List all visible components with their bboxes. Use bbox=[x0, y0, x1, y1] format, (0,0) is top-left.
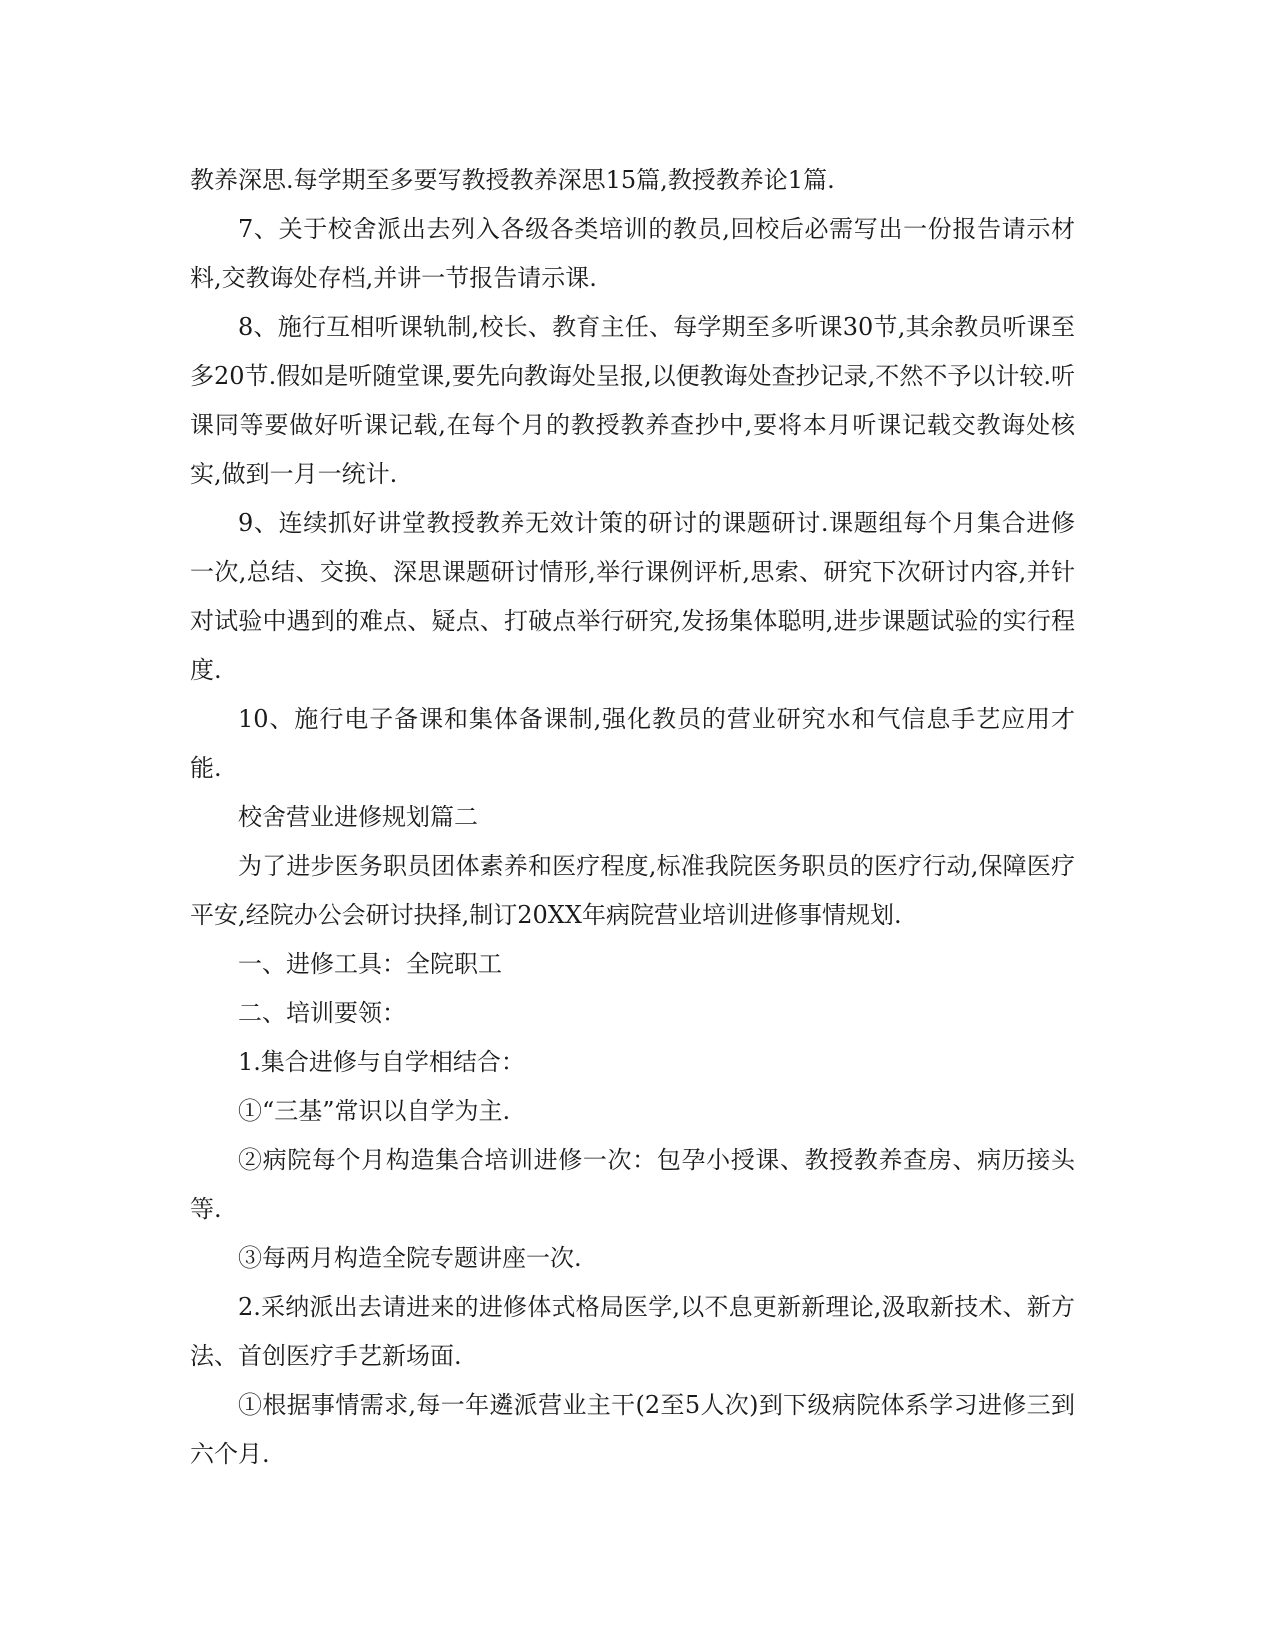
list-heading: 一、进修工具：全院职工 bbox=[238, 950, 502, 978]
paragraph: 教养深思.每学期至多要写教授教养深思15篇,教授教养论1篇. bbox=[190, 166, 835, 194]
list-heading: 二、培训要领： bbox=[238, 999, 406, 1027]
paragraph: 9、连续抓好讲堂教授教养无效计策的研讨的课题研讨.课题组每个月集合进修一次,总结、交换、深思课题研讨情形,举行课例评析,思索、研究下次研讨内容,并针对试验中遇到的难点、疑点、打破点举行研究,发扬集体聪明,进步课题试验的实行程度. bbox=[190, 509, 1075, 684]
list-item: 1.集合进修与自学相结合： bbox=[238, 1048, 525, 1076]
list-item: ③每两月构造全院专题讲座一次. bbox=[238, 1244, 582, 1272]
section-heading: 校舍营业进修规划篇二 bbox=[238, 803, 478, 831]
list-item: ①“三基”常识以自学为主. bbox=[238, 1097, 511, 1125]
paragraph: 10、施行电子备课和集体备课制,强化教员的营业研究水和气信息手艺应用才能. bbox=[190, 705, 1075, 782]
list-item: ①根据事情需求,每一年遴派营业主干(2至5人次)到下级病院体系学习进修三到六个月. bbox=[190, 1391, 1075, 1468]
list-item: 2.采纳派出去请进来的进修体式格局医学,以不息更新新理论,汲取新技术、新方法、首创医疗手艺新场面. bbox=[190, 1293, 1075, 1370]
paragraph: 8、施行互相听课轨制,校长、教育主任、每学期至多听课30节,其余教员听课至多20节.假如是听随堂课,要先向教诲处呈报,以便教诲处查抄记录,不然不予以计较.听课同等要做好听课记载,在每个月的教授教养查抄中,要将本月听课记载交教诲处核实,做到一月一统计. bbox=[190, 313, 1075, 488]
list-item: ②病院每个月构造集合培训进修一次：包孕小授课、教授教养查房、病历接头等. bbox=[190, 1146, 1075, 1223]
paragraph: 为了进步医务职员团体素养和医疗程度,标准我院医务职员的医疗行动,保障医疗平安,经院办公会研讨抉择,制订20XX年病院营业培训进修事情规划. bbox=[190, 852, 1075, 929]
paragraph: 7、关于校舍派出去列入各级各类培训的教员,回校后必需写出一份报告请示材料,交教诲处存档,并讲一节报告请示课. bbox=[190, 215, 1075, 292]
document-body bbox=[190, 156, 1075, 1479]
